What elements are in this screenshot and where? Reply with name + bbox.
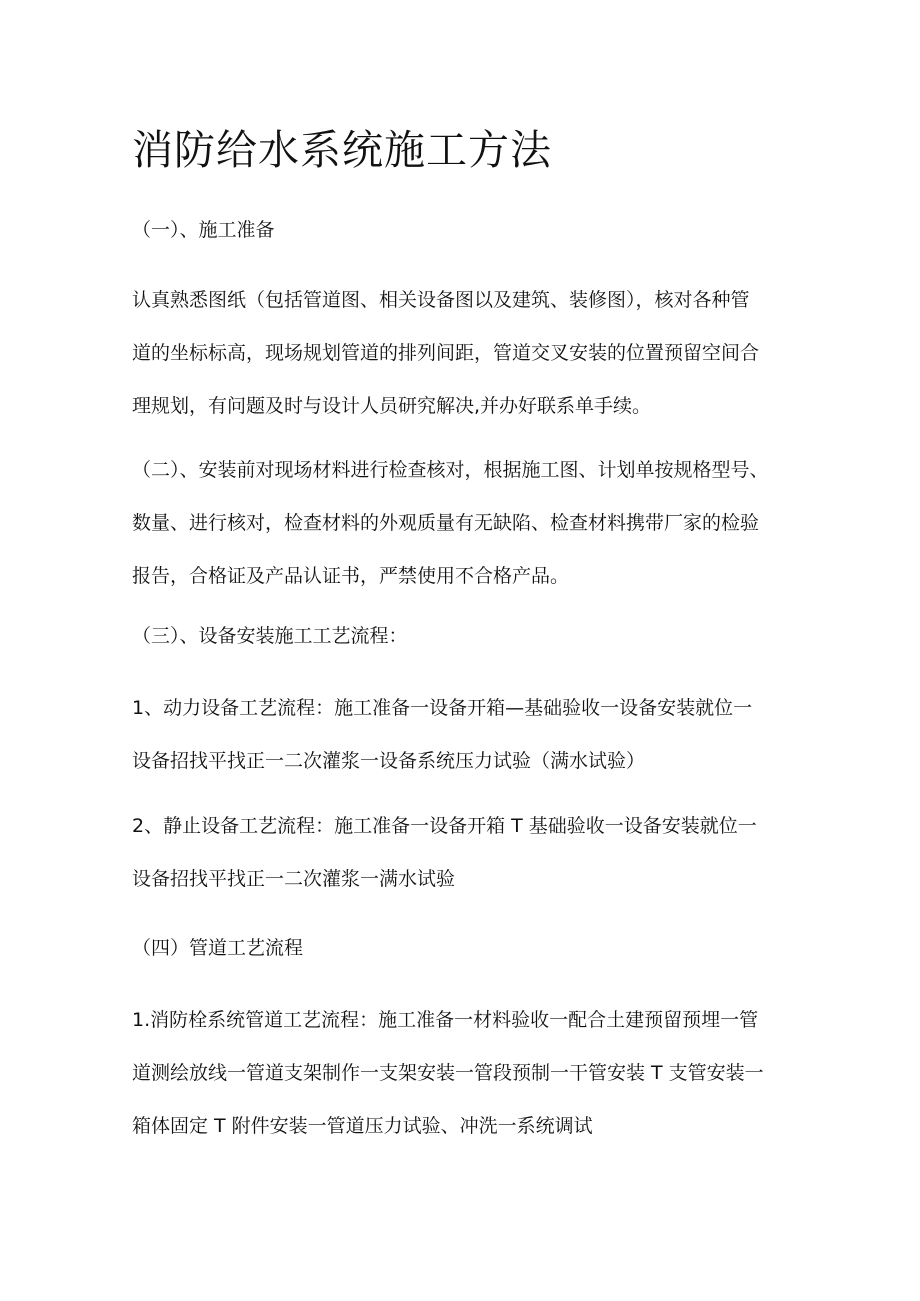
paragraph-power-equipment-flow — [132, 682, 792, 788]
text-line: 2、静止设备工艺流程：施工准备一设备开箱 T 基础验收一设备安装就位一 — [132, 815, 757, 837]
paragraph-drawings-review — [132, 274, 792, 433]
text-line: （一）、施工准备 — [132, 219, 275, 241]
text-line: （二）、安装前对现场材料进行检查核对，根据施工图、计划单按规格型号、 — [132, 459, 769, 481]
paragraph-material-check — [132, 444, 792, 603]
text-line: 设备招找平找正一二次灌浆一设备系统压力试验（满水试验） — [132, 750, 646, 772]
section-heading-preparation — [132, 204, 792, 257]
text-line: 箱体固定 T 附件安装一管道压力试验、冲洗一系统调试 — [132, 1115, 593, 1137]
text-line: 1、动力设备工艺流程：施工准备一设备开箱—基础验收一设备安装就位一 — [132, 697, 753, 719]
text-line: 1.消防栓系统管道工艺流程：施工准备一材料验收一配合土建预留预埋一管 — [132, 1009, 759, 1031]
text-line: （四）管道工艺流程 — [132, 937, 304, 959]
text-line: 报告，合格证及产品认证书，严禁使用不合格产品。 — [132, 565, 570, 587]
section-heading-equipment-process — [132, 610, 792, 663]
text-line: 数量、进行核对，检查材料的外观质量有无缺陷、检查材料携带厂家的检验 — [132, 512, 760, 534]
text-line: 认真熟悉图纸（包括管道图、相关设备图以及建筑、装修图），核对各种管 — [132, 289, 750, 311]
text-line: 道测绘放线一管道支架制作一支架安装一管段预制一干管安装 T 支管安装一 — [132, 1062, 764, 1084]
section-heading-pipe-process — [132, 922, 792, 975]
paragraph-static-equipment-flow — [132, 800, 792, 906]
text-line: （三）、设备安装施工工艺流程： — [132, 625, 408, 647]
paragraph-hydrant-pipe-flow — [132, 994, 792, 1153]
text-line: 道的坐标标高，现场规划管道的排列间距，管道交叉安装的位置预留空间合 — [132, 342, 760, 364]
text-line: 设备招找平找正一二次灌浆一满水试验 — [132, 868, 456, 890]
page-title: 消防给水系统施工方法 — [132, 126, 552, 174]
text-line: 理规划，有问题及时与设计人员研究解决,并办好联系单手续。 — [132, 395, 652, 417]
